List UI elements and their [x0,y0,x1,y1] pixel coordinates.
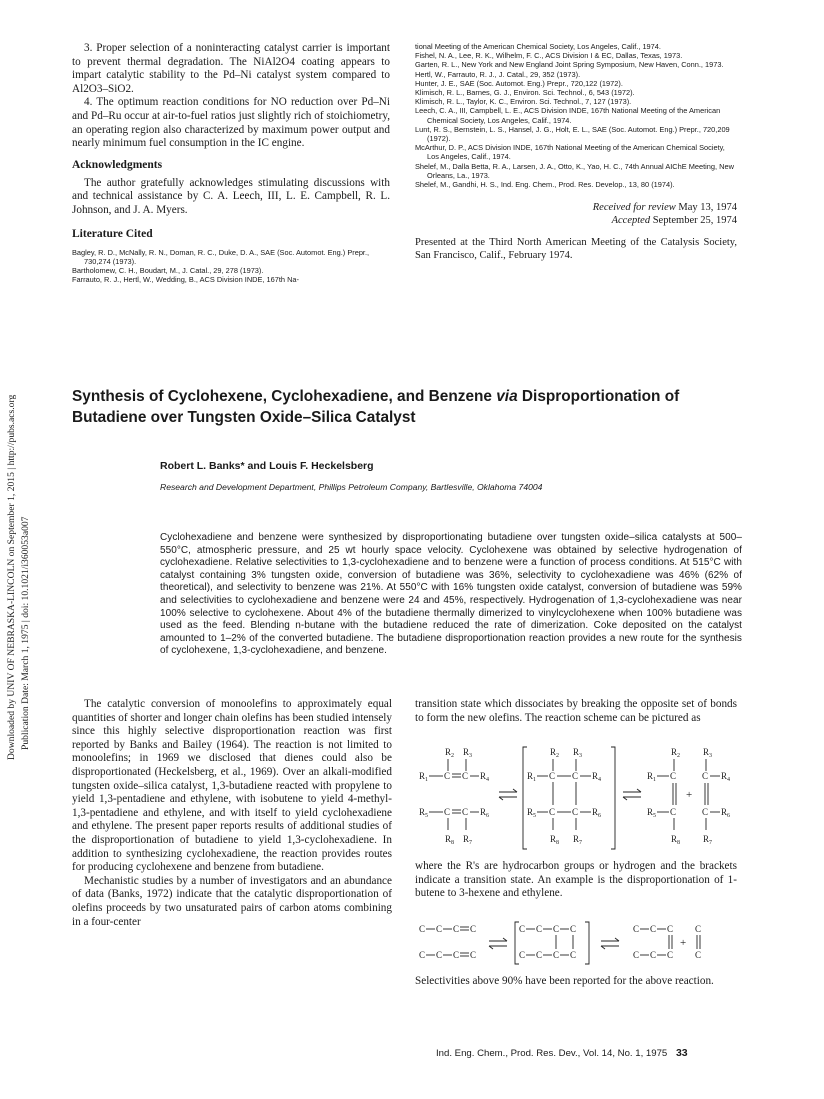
svg-text:C: C [536,950,543,960]
svg-text:R8: $R_8$ [671,834,681,846]
body-right-column-2 [415,860,737,901]
received-label: Received for review [592,202,676,214]
svg-text:C: C [453,924,460,934]
svg-text:C: C [667,950,674,960]
body-paragraph-1: The catalytic conversion of monoolefins to approximately equal quantities of shorter and longer chain olefins has been studied intensely since this highly selective disproportionation reaction was first reported by Banks and Bailey (1964). The reaction is not limited to monoolefins; in 1969 we disclosed that dienes could also be disproportionated (Heckelsberg, et al., 1969). Over an alkali-modified tungsten oxide–silica catalyst, 1,3-butadiene reacted with propylene to yield 1,3-pentadiene and ethylene, with isobutene to yield 4-methyl-1,3-pentadiene and ethylene, and with itself to yield cyclohexadiene and ethylene. The present paper reports results of additional studies of the disproportionation of butadiene to yield 1,3-cyclohexadiene. In addition to synthesizing cyclohexadiene, the reaction provides routes for producing cyclohexene and benzene from butadiene. [72,698,393,874]
journal-citation: Ind. Eng. Chem., Prod. Res. Dev., Vol. 14, No. 1, 1975 [436,1048,668,1059]
svg-text:R8: $R_8$ [550,834,560,846]
journal-footer [436,1047,688,1059]
title-line-2: Butadiene over Tungsten Oxide–Silica Catalyst [72,409,416,426]
svg-text:C: C [667,924,674,934]
svg-text:R3: $R_3$ [573,747,583,759]
reaction-scheme-diagram [415,745,737,857]
download-sidebar [0,340,40,760]
svg-text:C: C [444,771,451,781]
svg-text:C: C [553,950,560,960]
svg-text:+: + [680,937,687,949]
svg-text:R1: $R_1$ [527,771,537,783]
svg-text:R2: $R_2$ [671,747,681,759]
svg-text:C: C [553,924,560,934]
svg-text:R5: $R_5$ [647,807,657,819]
svg-text:C: C [470,924,477,934]
paragraph-3: 3. Proper selection of a noninteracting catalyst carrier is important to prevent thermal degradation. The NiAl2O4 coating appears to impart catalytic stability to the Pd–Ni catalyst system compared to Al2O3–SiO2. [72,42,390,95]
svg-text:R5: $R_5$ [527,807,537,819]
scheme-label: $R_2$ [445,747,455,759]
svg-text:C: C [519,924,526,934]
presented-note: Presented at the Third North American Meeting of the Catalysis Society, San Francisco, Calif., February 1974. [415,237,737,261]
reference: Klimisch, R. L., Taylor, K. C., Environ. Sci. Technol., 7, 127 (1973). [415,97,632,107]
svg-text:R7: $R_7$ [573,834,583,846]
reference: Shelef, M., Dalla Betta, R. A., Larsen, J. A., Otto, K., Yao, H. C., 74th Annual AIChE Meeting, New Orleans, La., 1973. [415,161,734,180]
body-right-column-3 [415,975,737,989]
butene-disproportionation-diagram [415,918,737,970]
svg-text:C: C [549,771,556,781]
svg-text:C: C [650,924,657,934]
body-right-column [415,698,737,725]
svg-text:+: + [686,789,693,801]
svg-text:C: C [453,950,460,960]
svg-text:C: C [436,950,443,960]
reference: McArthur, D. P., ACS Division INDE, 167th National Meeting of the American Chemical Society, Los Angeles, Calif., 1974. [415,143,725,162]
svg-text:C: C [670,771,677,781]
sidebar-publication-line: Publication Date: March 1, 1975 | doi: 10.1021/i360053a007 [20,516,31,750]
reference: Hertl, W., Farrauto, R. J., J. Catal., 29, 352 (1973). [415,69,581,79]
svg-text:C: C [419,924,426,934]
reference: Garten, R. L., New York and New England Joint Spring Symposium, New Haven, Conn., 1973. [415,60,724,70]
svg-text:C: C [462,771,469,781]
svg-text:C: C [702,807,709,817]
reference: Fishel, N. A., Lee, R. K., Wilhelm, F. C., ACS Division I & EC, Dallas, Texas, 1973. [415,51,683,61]
literature-heading: Literature Cited [72,227,153,240]
svg-text:R2: $R_2$ [550,747,560,759]
accepted-date: September 25, 1974 [652,215,737,227]
scheme-label: $R_6$ [480,807,490,819]
svg-text:C: C [670,807,677,817]
reference: Farrauto, R. J., Hertl, W., Wedding, B., ACS Division INDE, 167th Na- [72,275,299,285]
svg-text:C: C [470,950,477,960]
right-column-top [415,42,737,262]
svg-text:C: C [436,924,443,934]
sidebar-download-line: Downloaded by UNIV OF NEBRASKA-LINCOLN on September 1, 2015 | http://pubs.acs.org [6,394,17,760]
svg-text:R1: $R_1$ [647,771,657,783]
svg-text:C: C [549,807,556,817]
paragraph-4: 4. The optimum reaction conditions for NO reduction over Pd–Ni and Pd–Ru occur at air-to-fuel ratios just slightly rich of stoichiometry, an operating region also characterized by maximum power output and nearly minimum fuel consumption in the IC engine. [72,96,390,150]
left-column-top [72,42,390,284]
article-title [72,386,752,428]
body-right-paragraph-1: transition state which dissociates by breaking the opposite set of bonds to form the new olefins. The reaction scheme can be pictured as [415,698,737,724]
reference: Klimisch, R. L., Barnes, G. J., Environ. Sci. Technol., 6, 543 (1972). [415,88,635,98]
body-paragraph-2: Mechanistic studies by a number of investigators and an abundance of data (Banks, 1972) indicate that the catalytic disproportionation of olefins proceeds by two unsaturated pairs of carbon atoms combining in a four-center [72,874,392,928]
svg-text:R6: $R_6$ [721,807,731,819]
title-via: via [496,388,518,405]
svg-text:C: C [695,950,702,960]
svg-text:C: C [702,771,709,781]
svg-text:R4: $R_4$ [721,771,731,783]
scheme-label: $R_3$ [463,747,473,759]
reference: Lunt, R. S., Bernstein, L. S., Hansel, J. G., Holt, E. L., SAE (Soc. Automot. Eng.) Prepr., 720,209 (1972). [415,124,730,144]
accepted-label: Accepted [611,215,651,227]
reference: Hunter, J. E., SAE (Soc. Automot. Eng.) Prepr., 720,122 (1972). [415,78,623,88]
affiliation: Research and Development Department, Phillips Petroleum Company, Bartlesville, Oklahoma 74004 [160,482,543,492]
title-part: Disproportionation of [517,388,680,405]
reference: Bartholomew, C. H., Boudart, M., J. Catal., 29, 278 (1973). [72,265,264,275]
authors: Robert L. Banks* and Louis F. Heckelsberg [160,460,374,472]
svg-text:C: C [572,771,579,781]
svg-text:C: C [633,924,640,934]
svg-text:R7: $R_7$ [703,834,713,846]
abstract: Cyclohexadiene and benzene were synthesized by disproportionating butadiene over tungsten oxide–silica catalysts at 500–550°C, atmospheric pressure, and 25 wt hourly space velocity. Cyclohexene was obtained by selective hydrogenation of cyclohexadiene. Relative selectivities to 1,3-cyclohexadiene and to benzene were a function of process conditions. At 515°C with catalyst containing 3% tungsten oxide, conversion of butadiene was 36%, selectivity to cyclohexadiene was 46% (62% of theoretical), and selectivity to benzene was 21%. At 550°C with 16% tungsten oxide catalyst, conversion of butadiene was 59% and selectivities to cyclohexadiene and benzene were 24 and 45%, respectively. Hydrogenation of 1,3-cyclohexadiene was near 100% selective to cyclohexene. About 4% of the butadiene thermally dimerized to vinylcyclohexene when 100% butadiene was used as the feed. Blending n-butane with the butadiene reduced the rate of dimerization. Coke deposited on the catalyst amounted to 1–2% of the converted butadiene. The butadiene disproportionation reaction provides a new route for the synthesis of cyclohexene, 1,3-cyclohexadiene, and benzene. [160,532,742,657]
acknowledgments-heading: Acknowledgments [72,158,163,171]
page-number: 33 [675,1047,688,1059]
scheme-label: $R_5$ [419,807,429,819]
received-date: May 13, 1974 [678,202,737,214]
reference: Leech, C. A., III, Campbell, L. E., ACS Division INDE, 167th National Meeting of the American Chemical Society, Los Angeles, Calif., 1974. [415,106,721,125]
reference-list-right [415,42,737,189]
svg-text:C: C [419,950,426,960]
acknowledgments-text: The author gratefully acknowledges stimulating discussions with and technical assistance by C. A. Leech, III, L. E. Campbell, R. L. Johnson, and J. A. Myers. [72,176,390,216]
svg-text:R4: $R_4$ [592,771,602,783]
svg-text:C: C [519,950,526,960]
body-right-paragraph-2: where the R's are hydrocarbon groups or hydrogen and the brackets indicate a transition state. An example is the disproportionation of 1-butene to 3-hexene and ethylene. [415,860,737,900]
body-left-column [72,698,392,929]
body-right-paragraph-3: Selectivities above 90% have been reported for the above reaction. [415,975,714,987]
svg-text:C: C [650,950,657,960]
scheme-label: $R_7$ [463,834,473,846]
scheme-label: $R_8$ [445,834,455,846]
reference: Bagley, R. D., McNally, R. N., Doman, R. C., Duke, D. A., SAE (Soc. Automot. Eng.) Prepr., 730,274 (1973). [72,247,370,266]
svg-text:C: C [462,807,469,817]
reference-list-left [72,248,390,285]
svg-text:C: C [536,924,543,934]
title-part: Synthesis of Cyclohexene, Cyclohexadiene, and Benzene [72,388,497,405]
svg-text:R6: $R_6$ [592,807,602,819]
svg-text:C: C [444,807,451,817]
svg-text:R3: $R_3$ [703,747,713,759]
svg-text:C: C [570,950,577,960]
svg-text:C: C [570,924,577,934]
svg-text:C: C [633,950,640,960]
received-block [415,201,737,227]
scheme-label: $R_1$ [419,771,429,783]
scheme-label: $R_4$ [480,771,490,783]
reference: Shelef, M., Gandhi, H. S., Ind. Eng. Chem., Prod. Res. Develop., 13, 80 (1974). [415,180,675,190]
reference: tional Meeting of the American Chemical Society, Los Angeles, Calif., 1974. [415,42,661,51]
svg-text:C: C [695,924,702,934]
svg-text:C: C [572,807,579,817]
